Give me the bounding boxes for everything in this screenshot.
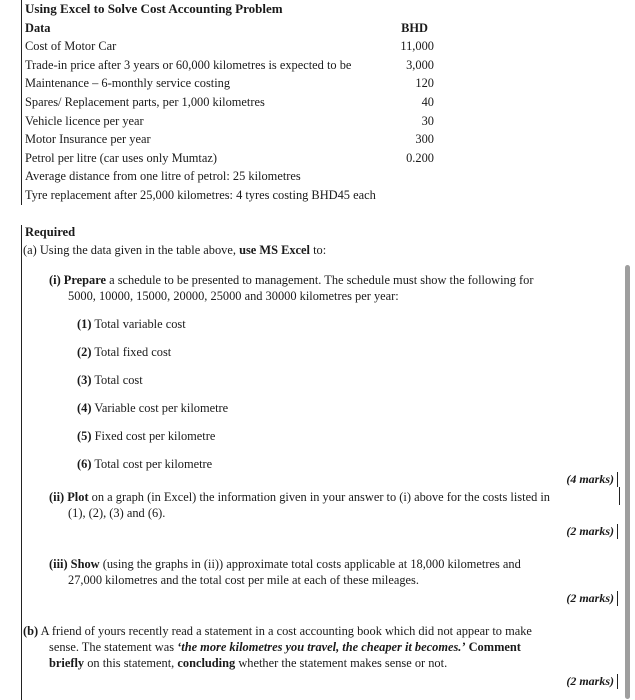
marks-label: (2 marks)	[566, 674, 618, 689]
scrollbar-thumb[interactable]	[625, 265, 630, 699]
list-item	[77, 429, 215, 444]
question-b-line1	[23, 624, 532, 639]
row-label: Vehicle licence per year	[25, 113, 144, 128]
list-item	[77, 457, 212, 472]
table-row	[22, 186, 442, 205]
table-row	[22, 74, 442, 93]
table-row	[22, 56, 442, 75]
question-a-text: (a) Using the data given in the table above,	[23, 243, 240, 257]
list-item-text: Fixed cost per kilometre	[94, 429, 216, 443]
question-a-iii-line2: 27,000 kilometres and the total cost per mile at each of these mileages.	[68, 573, 419, 587]
table-row	[22, 93, 442, 112]
list-item	[77, 401, 228, 416]
question-a-ii-label: (ii) Plot	[49, 490, 89, 504]
list-item-number: (6)	[77, 457, 92, 471]
question-b-text: A friend of yours recently read a statement in a cost accounting book which did not appear to make	[38, 624, 532, 638]
table-row	[22, 149, 442, 168]
question-b-label: (b)	[23, 624, 39, 638]
row-label: Petrol per litre (car uses only Mumtaz)	[25, 150, 217, 165]
row-value: 0.200	[406, 150, 434, 165]
list-item-text: Variable cost per kilometre	[94, 401, 229, 415]
row-label: Spares/ Replacement parts, per 1,000 kilometres	[25, 94, 265, 109]
row-value: 40	[421, 94, 434, 109]
question-a-i-text: a schedule to be presented to management. The schedule must show the following for	[106, 273, 534, 287]
row-value: 300	[415, 132, 434, 147]
question-a-suffix: to:	[309, 243, 327, 257]
question-a	[23, 243, 326, 258]
table-row	[22, 167, 442, 186]
question-a-i-line1	[49, 273, 533, 288]
question-b-line3	[49, 656, 447, 671]
list-item	[77, 373, 143, 388]
row-label: Tyre replacement after 25,000 kilometres: 4 tyres costing BHD45 each	[25, 187, 376, 202]
list-item-text: Total variable cost	[94, 317, 186, 331]
table-row	[22, 37, 442, 56]
table-row	[22, 130, 442, 149]
row-label: Trade-in price after 3 years or 60,000 kilometres is expected to be	[25, 57, 352, 72]
list-item-number: (5)	[77, 429, 92, 443]
question-b-line2	[49, 640, 521, 655]
header-currency-label: BHD	[401, 20, 428, 35]
question-b-quote: ‘the more kilometres you travel, the cheaper it becomes.’	[177, 640, 466, 654]
question-b-comment: Comment	[468, 640, 521, 654]
question-a-iii-text: (using the graphs in (ii)) approximate total costs applicable at 18,000 kilometres and	[99, 557, 521, 571]
table-title: Using Excel to Solve Cost Accounting Problem	[25, 1, 283, 16]
marks-label: (2 marks)	[566, 524, 618, 539]
row-label: Maintenance – 6-monthly service costing	[25, 76, 231, 91]
question-a-iii-label: (iii) Show	[49, 557, 100, 571]
question-a-ii-line1	[49, 490, 550, 505]
list-item-text: Total cost per kilometre	[94, 457, 213, 471]
question-a-i-label: (i) Prepare	[49, 273, 106, 287]
question-a-ii-line2: (1), (2), (3) and (6).	[68, 506, 166, 520]
row-label: Cost of Motor Car	[25, 39, 117, 54]
header-data-label: Data	[25, 20, 51, 35]
list-item-number: (4)	[77, 401, 92, 415]
list-item-text: Total fixed cost	[94, 345, 172, 359]
cost-data-table	[21, 0, 442, 205]
margin-rule	[619, 487, 621, 505]
list-item	[77, 345, 171, 360]
list-item	[77, 317, 186, 332]
row-value: 120	[415, 76, 434, 91]
table-title-row	[22, 0, 442, 19]
marks-label: (4 marks)	[566, 472, 618, 487]
question-a-iii-line1	[49, 557, 521, 572]
question-b-briefly: briefly	[49, 656, 85, 670]
required-heading: Required	[25, 225, 76, 239]
question-b-text: sense. The statement was	[49, 640, 178, 654]
list-item-text: Total cost	[94, 373, 143, 387]
table-header-row	[22, 19, 442, 38]
question-b-text: whether the statement makes sense or not.	[235, 656, 448, 670]
row-value: 3,000	[406, 57, 434, 72]
question-b-text: on this statement,	[84, 656, 178, 670]
marks-label: (2 marks)	[566, 591, 618, 606]
list-item-number: (1)	[77, 317, 92, 331]
row-label: Average distance from one litre of petrol: 25 kilometres	[25, 169, 301, 184]
row-label: Motor Insurance per year	[25, 132, 151, 147]
row-value: 30	[421, 113, 434, 128]
table-row	[22, 112, 442, 131]
required-section	[21, 225, 620, 700]
question-a-ii-text: on a graph (in Excel) the information given in your answer to (i) above for the costs listed in	[88, 490, 551, 504]
list-item-number: (3)	[77, 373, 92, 387]
question-b-concluding: concluding	[177, 656, 236, 670]
question-a-emphasis: use MS Excel	[239, 243, 310, 257]
question-a-i-line2: 5000, 10000, 15000, 20000, 25000 and 30000 kilometres per year:	[68, 289, 399, 303]
row-value: 11,000	[400, 39, 434, 54]
list-item-number: (2)	[77, 345, 92, 359]
